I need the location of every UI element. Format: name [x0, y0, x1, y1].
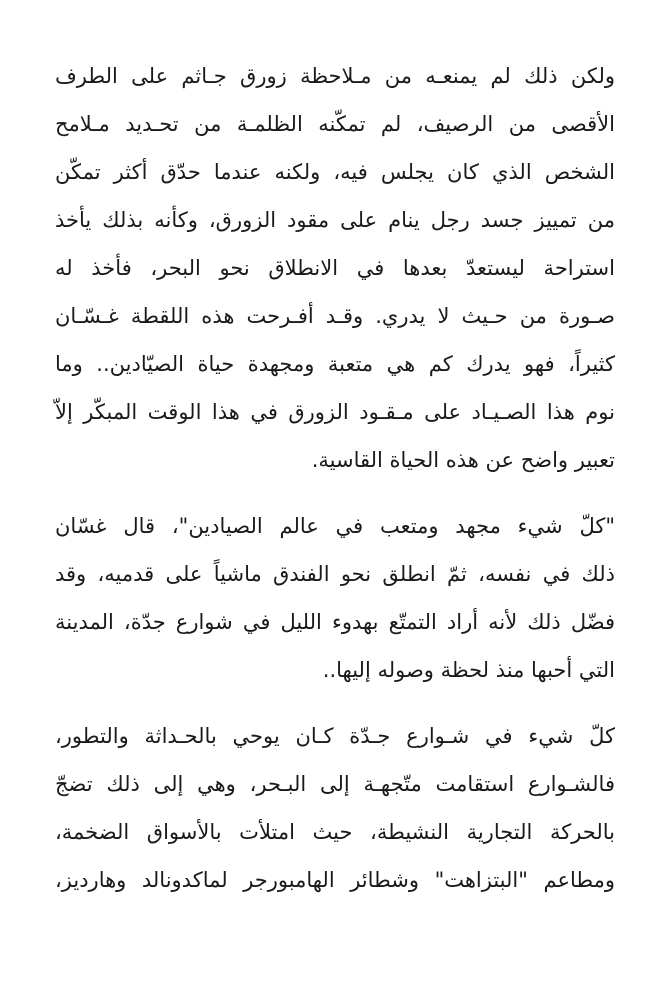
text-line: ولكن ذلك لم يمنعـه من مـلاحظة زورق جـاثم على الطرف: [55, 64, 615, 88]
text-line: "كلّ شيء مجهد ومتعب في عالم الصيادين"، قال غسّان: [55, 514, 615, 538]
paragraph-1: [55, 52, 615, 484]
text-line: كلّ شيء في شـوارع جـدّة كـان يوحي بالحـداثة والتطور،: [55, 724, 615, 748]
text-line: كثيراً، فهو يدرك كم هي متعبة ومجهدة حياة الصيّادين.. وما: [55, 352, 615, 376]
text-line: صـورة من حـيث لا يدري. وقـد أفـرحت هذه اللقطة غـسّـان: [55, 304, 615, 328]
book-page: [55, 52, 615, 904]
text-line: ومطاعم "البتزاهت" وشطائر الهامبورجر لماكدونالد وهارديز،: [55, 868, 615, 892]
text-line: فالشـوارع استقامت متّجهـة إلى البـحر، وهي إلى ذلك تضجّ: [55, 772, 615, 796]
text-line: بالحركة التجارية النشيطة، حيث امتلأت بالأسواق الضخمة،: [55, 820, 615, 844]
text-line: فضّل ذلك لأنه أراد التمتّع بهدوء الليل في شوارع جدّة، المدينة: [55, 610, 615, 634]
text-line: الشخص الذي كان يجلس فيه، ولكنه عندما حدّق أكثر تمكّن: [55, 160, 615, 184]
paragraph-3: [55, 712, 615, 904]
paragraph-2: [55, 502, 615, 694]
text-line: الأقصى من الرصيف، لم تمكّنه الظلمـة من تحـديد مـلامح: [55, 112, 615, 136]
text-line: تعبير واضح عن هذه الحياة القاسية.: [311, 448, 615, 472]
text-line: ذلك في نفسه، ثمّ انطلق نحو الفندق ماشياً على قدميه، وقد: [55, 562, 615, 586]
text-line: التي أحبها منذ لحظة وصوله إليها..: [322, 658, 615, 682]
text-line: استراحة ليستعدّ بعدها في الانطلاق نحو البحر، فأخذ له: [55, 256, 615, 280]
text-line: نوم هذا الصـيـاد على مـقـود الزورق في هذا الوقت المبكّر إلاّ: [55, 400, 615, 424]
text-line: من تمييز جسد رجل ينام على مقود الزورق، وكأنه بذلك يأخذ: [55, 208, 615, 232]
